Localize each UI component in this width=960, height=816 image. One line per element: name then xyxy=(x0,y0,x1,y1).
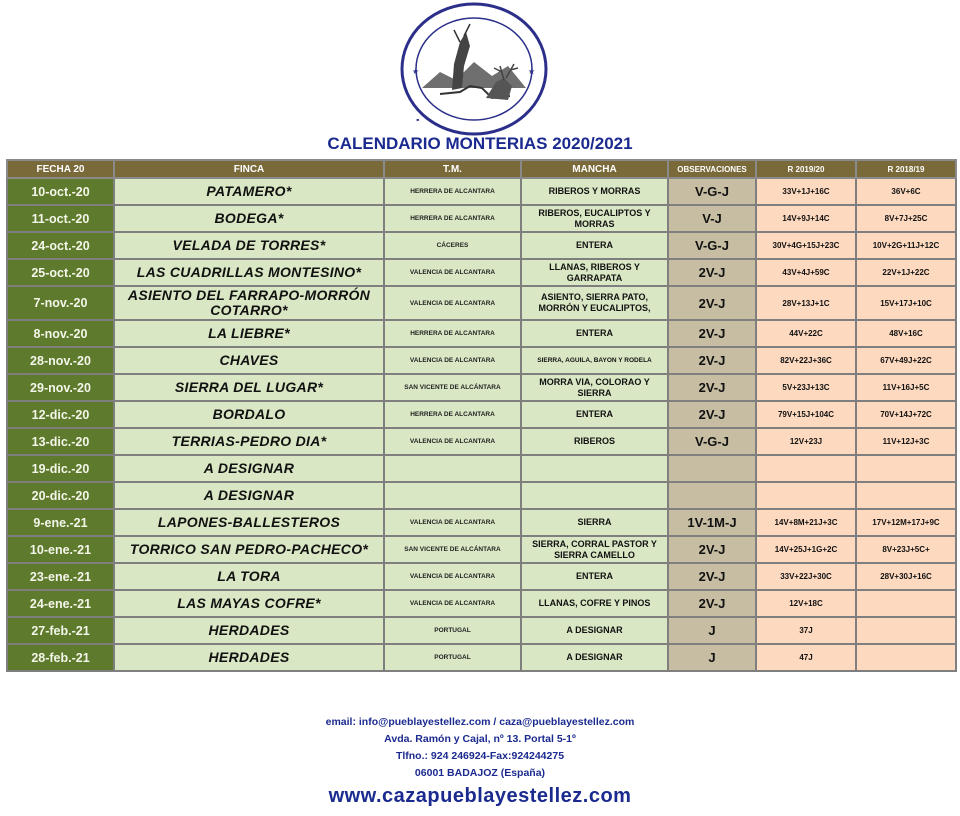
row-fecha: 23-ene.-21 xyxy=(7,563,114,590)
footer-address: Avda. Ramón y Cajal, nº 13. Portal 5-1º xyxy=(384,733,576,745)
row-fecha: 19-dic.-20 xyxy=(7,455,114,482)
row-mancha: RIBEROS Y MORRAS xyxy=(521,178,668,205)
row-r2018-19 xyxy=(856,482,956,509)
row-tm: PORTUGAL xyxy=(384,617,521,644)
table-row xyxy=(7,347,956,374)
row-tm: VALENCIA DE ALCANTARA xyxy=(384,509,521,536)
row-tm: HERRERA DE ALCANTARA xyxy=(384,320,521,347)
table-row xyxy=(7,205,956,232)
row-r2018-19: 22V+1J+22C xyxy=(856,259,956,286)
row-fecha: 24-oct.-20 xyxy=(7,232,114,259)
row-tm: VALENCIA DE ALCANTARA xyxy=(384,590,521,617)
row-r2018-19 xyxy=(856,590,956,617)
row-tm xyxy=(384,455,521,482)
row-r2019-20: 33V+1J+16C xyxy=(756,178,856,205)
row-r2019-20: 28V+13J+1C xyxy=(756,286,856,320)
table-row xyxy=(7,232,956,259)
row-finca: VELADA DE TORRES* xyxy=(114,232,384,259)
row-fecha: 10-oct.-20 xyxy=(7,178,114,205)
row-observaciones: 2V-J xyxy=(668,347,756,374)
row-r2019-20: 30V+4G+15J+23C xyxy=(756,232,856,259)
row-mancha: A DESIGNAR xyxy=(521,617,668,644)
row-mancha: SIERRA, CORRAL PASTOR Y SIERRA CAMELLO xyxy=(521,536,668,563)
row-tm: HERRERA DE ALCANTARA xyxy=(384,205,521,232)
deer-emblem-icon xyxy=(400,2,548,136)
row-r2019-20: 12V+18C xyxy=(756,590,856,617)
row-mancha: LLANAS, COFRE Y PINOS xyxy=(521,590,668,617)
row-tm: VALENCIA DE ALCANTARA xyxy=(384,428,521,455)
row-fecha: 28-nov.-20 xyxy=(7,347,114,374)
row-observaciones xyxy=(668,482,756,509)
row-r2018-19: 48V+16C xyxy=(856,320,956,347)
row-fecha: 12-dic.-20 xyxy=(7,401,114,428)
row-fecha: 20-dic.-20 xyxy=(7,482,114,509)
row-finca: SIERRA DEL LUGAR* xyxy=(114,374,384,401)
table-row xyxy=(7,617,956,644)
row-finca: HERDADES xyxy=(114,617,384,644)
row-r2019-20: 14V+8M+21J+3C xyxy=(756,509,856,536)
table-row xyxy=(7,455,956,482)
header-r2018-19: R 2018/19 xyxy=(856,160,956,178)
row-r2019-20: 5V+23J+13C xyxy=(756,374,856,401)
row-fecha: 11-oct.-20 xyxy=(7,205,114,232)
header-mancha: MANCHA xyxy=(521,160,668,178)
row-r2018-19: 11V+12J+3C xyxy=(856,428,956,455)
row-mancha: RIBEROS xyxy=(521,428,668,455)
row-tm: HERRERA DE ALCANTARA xyxy=(384,178,521,205)
row-fecha: 7-nov.-20 xyxy=(7,286,114,320)
row-observaciones: 2V-J xyxy=(668,320,756,347)
row-observaciones: J xyxy=(668,617,756,644)
footer-email[interactable]: email: info@pueblayestellez.com / caza@pueblayestellez.com xyxy=(325,716,635,728)
row-r2018-19: 8V+7J+25C xyxy=(856,205,956,232)
row-mancha: SIERRA xyxy=(521,509,668,536)
table-row xyxy=(7,178,956,205)
row-finca: A DESIGNAR xyxy=(114,455,384,482)
header-finca: FINCA xyxy=(114,160,384,178)
table-header-row xyxy=(7,160,956,178)
row-finca: BODEGA* xyxy=(114,205,384,232)
table-row xyxy=(7,374,956,401)
row-observaciones: V-G-J xyxy=(668,428,756,455)
footer-city: 06001 BADAJOZ (España) xyxy=(414,767,546,779)
row-r2019-20: 82V+22J+36C xyxy=(756,347,856,374)
row-r2018-19 xyxy=(856,644,956,671)
row-observaciones: V-G-J xyxy=(668,232,756,259)
row-tm: SAN VICENTE DE ALCÁNTARA xyxy=(384,536,521,563)
row-mancha: SIERRA, AGUILA, BAYON Y RODELA xyxy=(521,347,668,374)
row-mancha: RIBEROS, EUCALIPTOS Y MORRAS xyxy=(521,205,668,232)
row-observaciones: V-G-J xyxy=(668,178,756,205)
row-finca: LA TORA xyxy=(114,563,384,590)
row-mancha: ENTERA xyxy=(521,563,668,590)
row-tm: PORTUGAL xyxy=(384,644,521,671)
row-mancha: LLANAS, RIBEROS Y GARRAPATA xyxy=(521,259,668,286)
row-tm: VALENCIA DE ALCANTARA xyxy=(384,347,521,374)
row-observaciones xyxy=(668,455,756,482)
row-r2018-19: 67V+49J+22C xyxy=(856,347,956,374)
row-fecha: 28-feb.-21 xyxy=(7,644,114,671)
row-r2018-19 xyxy=(856,617,956,644)
row-mancha: ENTERA xyxy=(521,401,668,428)
row-r2019-20: 37J xyxy=(756,617,856,644)
row-tm: VALENCIA DE ALCANTARA xyxy=(384,259,521,286)
row-r2018-19: 70V+14J+72C xyxy=(856,401,956,428)
row-tm: VALENCIA DE ALCANTARA xyxy=(384,563,521,590)
row-finca: LAS CUADRILLAS MONTESINO* xyxy=(114,259,384,286)
row-observaciones: V-J xyxy=(668,205,756,232)
footer-website-link[interactable]: www.cazapueblayestellez.com xyxy=(328,785,632,807)
row-mancha xyxy=(521,482,668,509)
header-observaciones: OBSERVACIONES xyxy=(668,160,756,178)
row-tm: VALENCIA DE ALCANTARA xyxy=(384,286,521,320)
table-row xyxy=(7,644,956,671)
row-mancha xyxy=(521,455,668,482)
row-observaciones: 1V-1M-J xyxy=(668,509,756,536)
svg-text:✦: ✦ xyxy=(412,115,421,125)
row-finca: TORRICO SAN PEDRO-PACHECO* xyxy=(114,536,384,563)
table-row xyxy=(7,536,956,563)
footer-phone: Tlfno.: 924 246924-Fax:924244275 xyxy=(395,750,565,762)
contact-footer xyxy=(0,714,960,810)
row-r2019-20: 33V+22J+30C xyxy=(756,563,856,590)
table-row xyxy=(7,563,956,590)
row-r2018-19: 10V+2G+11J+12C xyxy=(856,232,956,259)
row-fecha: 9-ene.-21 xyxy=(7,509,114,536)
row-r2019-20: 44V+22C xyxy=(756,320,856,347)
row-finca: ASIENTO DEL FARRAPO-MORRÓN COTARRO* xyxy=(114,286,384,320)
row-fecha: 27-feb.-21 xyxy=(7,617,114,644)
row-mancha: ENTERA xyxy=(521,320,668,347)
row-finca: BORDALO xyxy=(114,401,384,428)
row-tm xyxy=(384,482,521,509)
table-row xyxy=(7,482,956,509)
row-fecha: 13-dic.-20 xyxy=(7,428,114,455)
table-row xyxy=(7,509,956,536)
row-observaciones: 2V-J xyxy=(668,590,756,617)
row-r2018-19: 36V+6C xyxy=(856,178,956,205)
row-finca: HERDADES xyxy=(114,644,384,671)
svg-text:★: ★ xyxy=(412,67,420,76)
header-r2019-20: R 2019/20 xyxy=(756,160,856,178)
row-mancha: ASIENTO, SIERRA PATO, MORRÓN Y EUCALIPTOS, xyxy=(521,286,668,320)
header-tm: T.M. xyxy=(384,160,521,178)
row-r2019-20: 47J xyxy=(756,644,856,671)
row-tm: CÁCERES xyxy=(384,232,521,259)
row-fecha: 8-nov.-20 xyxy=(7,320,114,347)
table-row xyxy=(7,259,956,286)
row-r2019-20: 14V+9J+14C xyxy=(756,205,856,232)
row-observaciones: 2V-J xyxy=(668,286,756,320)
hunting-calendar-table xyxy=(6,159,957,672)
row-r2018-19: 11V+16J+5C xyxy=(856,374,956,401)
row-finca: CHAVES xyxy=(114,347,384,374)
table-row xyxy=(7,286,956,320)
row-finca: LA LIEBRE* xyxy=(114,320,384,347)
header-fecha: FECHA 20 xyxy=(7,160,114,178)
table-row xyxy=(7,320,956,347)
row-fecha: 29-nov.-20 xyxy=(7,374,114,401)
row-observaciones: J xyxy=(668,644,756,671)
row-r2019-20: 79V+15J+104C xyxy=(756,401,856,428)
row-observaciones: 2V-J xyxy=(668,401,756,428)
row-r2018-19 xyxy=(856,455,956,482)
row-tm: SAN VICENTE DE ALCÁNTARA xyxy=(384,374,521,401)
row-r2019-20 xyxy=(756,455,856,482)
row-mancha: ENTERA xyxy=(521,232,668,259)
row-observaciones: 2V-J xyxy=(668,259,756,286)
row-r2018-19: 15V+17J+10C xyxy=(856,286,956,320)
row-r2018-19: 8V+23J+5C+ xyxy=(856,536,956,563)
row-finca: LAS MAYAS COFRE* xyxy=(114,590,384,617)
table-row xyxy=(7,401,956,428)
row-r2019-20: 14V+25J+1G+2C xyxy=(756,536,856,563)
row-fecha: 10-ene.-21 xyxy=(7,536,114,563)
table-row xyxy=(7,428,956,455)
company-logo xyxy=(400,2,548,136)
row-r2019-20: 12V+23J xyxy=(756,428,856,455)
row-r2018-19: 17V+12M+17J+9C xyxy=(856,509,956,536)
row-finca: A DESIGNAR xyxy=(114,482,384,509)
row-finca: PATAMERO* xyxy=(114,178,384,205)
page-title: CALENDARIO MONTERIAS 2020/2021 xyxy=(327,134,633,153)
row-mancha: MORRA VIA, COLORAO Y SIERRA xyxy=(521,374,668,401)
svg-text:★: ★ xyxy=(528,67,536,76)
row-finca: LAPONES-BALLESTEROS xyxy=(114,509,384,536)
row-fecha: 24-ene.-21 xyxy=(7,590,114,617)
row-observaciones: 2V-J xyxy=(668,374,756,401)
row-fecha: 25-oct.-20 xyxy=(7,259,114,286)
row-r2018-19: 28V+30J+16C xyxy=(856,563,956,590)
table-row xyxy=(7,590,956,617)
row-tm: HERRERA DE ALCANTARA xyxy=(384,401,521,428)
row-observaciones: 2V-J xyxy=(668,536,756,563)
row-observaciones: 2V-J xyxy=(668,563,756,590)
row-mancha: A DESIGNAR xyxy=(521,644,668,671)
row-r2019-20: 43V+4J+59C xyxy=(756,259,856,286)
row-r2019-20 xyxy=(756,482,856,509)
row-finca: TERRIAS-PEDRO DIA* xyxy=(114,428,384,455)
